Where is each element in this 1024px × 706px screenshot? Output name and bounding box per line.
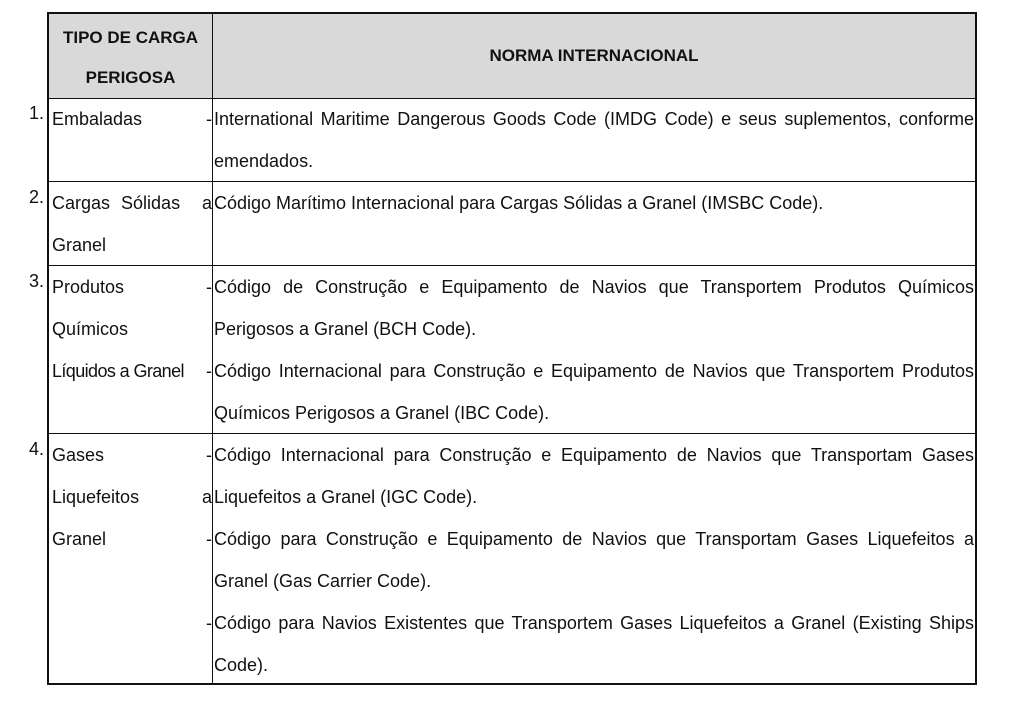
cargo-type-suffix: - — [206, 445, 212, 465]
table-header — [49, 14, 975, 99]
norm-text: Código Internacional para Construção e Equipamento de Navios que Transportam Gases Liquefeitos a Granel (IGC Code). — [214, 445, 974, 507]
column-divider — [212, 14, 213, 683]
cargo-type-suffix: a — [201, 487, 212, 507]
cargo-type-text: Químicos — [52, 319, 129, 339]
norm-cell — [214, 98, 974, 182]
row-number: 2. — [28, 187, 44, 207]
header-cargo-type-line1: TIPO DE CARGA — [62, 28, 199, 47]
cargo-type-line — [52, 308, 212, 350]
norm-cell — [214, 266, 974, 434]
cargo-type-suffix: - — [206, 277, 212, 297]
header-international-norm: NORMA INTERNACIONAL — [489, 46, 699, 65]
norm-text: Código para Navios Existentes que Transportem Gases Liquefeitos a Granel (Existing Ships Code). — [214, 613, 974, 675]
cargo-type-text: Gases — [52, 445, 105, 465]
norm-text: Código Internacional para Construção e Equipamento de Navios que Transportem Produtos Químicos Perigosos a Granel (IBC Code). — [214, 361, 974, 423]
cargo-type-line — [52, 98, 212, 140]
cargo-type-cell — [52, 266, 212, 392]
cargo-type-text: Embaladas — [52, 109, 143, 129]
cargo-type-line — [52, 518, 212, 560]
header-cargo-type — [49, 18, 212, 98]
cargo-type-line — [52, 266, 212, 308]
cargo-type-line — [52, 602, 212, 644]
cargo-type-suffix: - — [206, 529, 212, 549]
cargo-type-text: Cargas Sólidas — [52, 193, 181, 213]
row-number: 1. — [28, 103, 44, 123]
dangerous-cargo-table — [47, 12, 977, 685]
norm-text: International Maritime Dangerous Goods Code (IMDG Code) e seus suplementos, conforme emendados. — [214, 109, 974, 171]
norm-text: Código Marítimo Internacional para Cargas Sólidas a Granel (IMSBC Code). — [214, 193, 824, 213]
cargo-type-line — [52, 182, 212, 224]
norm-text: Código de Construção e Equipamento de Navios que Transportem Produtos Químicos Perigosos a Granel (BCH Code). — [214, 277, 974, 339]
cargo-type-suffix: - — [206, 109, 212, 129]
cargo-type-cell — [52, 182, 212, 266]
cargo-type-text: Granel — [52, 529, 107, 549]
norm-cell — [214, 182, 974, 224]
row-number: 3. — [28, 271, 44, 291]
norm-cell — [214, 434, 974, 686]
cargo-type-line — [52, 434, 212, 476]
cargo-type-suffix: - — [206, 361, 212, 381]
cargo-type-line — [52, 224, 212, 266]
cargo-type-line — [52, 476, 212, 518]
cargo-type-line — [52, 350, 212, 392]
norm-text: Código para Construção e Equipamento de Navios que Transportam Gases Liquefeitos a Granel (Gas Carrier Code). — [214, 529, 974, 591]
cargo-type-suffix: - — [206, 613, 212, 633]
cargo-type-suffix: a — [201, 193, 212, 213]
cargo-type-text: Produtos — [52, 277, 125, 297]
cargo-type-text: Líquidos a Granel — [52, 361, 184, 381]
cargo-type-cell — [52, 434, 212, 644]
cargo-type-text: Liquefeitos — [52, 487, 140, 507]
header-cargo-type-line2: PERIGOSA — [85, 68, 176, 87]
row-number: 4. — [28, 439, 44, 459]
cargo-type-line — [52, 560, 212, 602]
cargo-type-text: Granel — [52, 235, 107, 255]
cargo-type-cell — [52, 98, 212, 140]
